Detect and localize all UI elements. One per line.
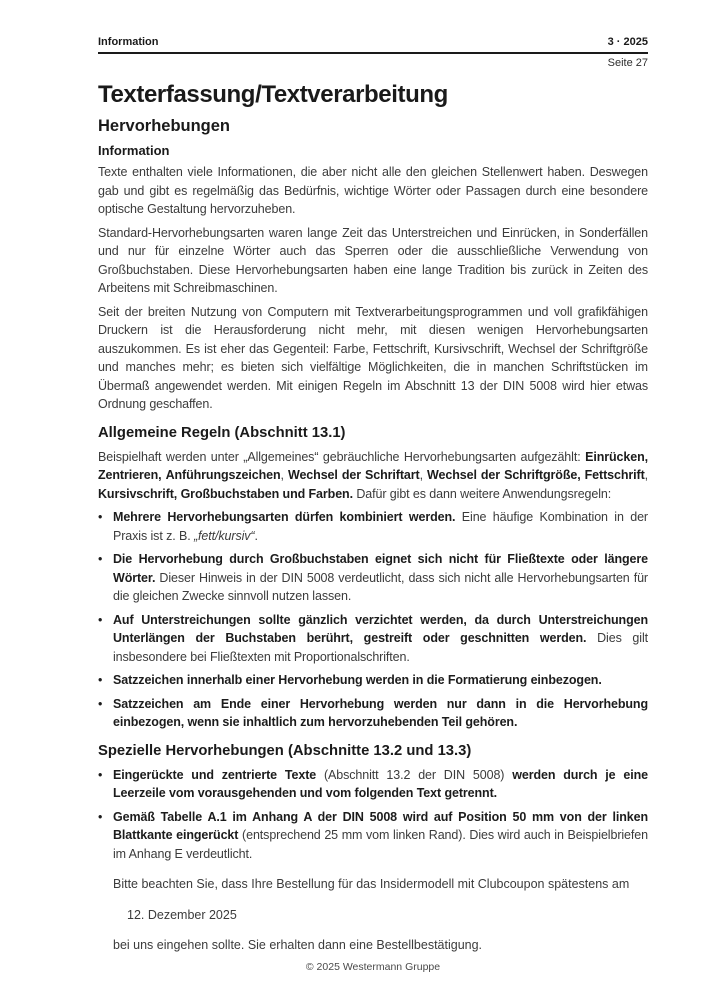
section-heading-general-rules: Allgemeine Regeln (Abschnitt 13.1): [98, 424, 346, 441]
bullet-icon: [98, 550, 113, 606]
bullet-item: [98, 671, 648, 690]
example-line-1: Bitte beachten Sie, dass Ihre Bestellung für das Insidermodell mit Clubcoupon spätestens am: [113, 877, 630, 891]
bullet-icon: [98, 808, 113, 864]
page-number: Seite 27: [607, 57, 648, 69]
intro-paragraph-1: Texte enthalten viele Informationen, die aber nicht alle den gleichen Stellenwert haben. Deswegen gab und gibt es regelmäßig das Bedürfnis, wichtige Wörter oder Passagen durch eine besondere optische Gestaltung hervorzuheben.: [98, 165, 648, 216]
bullet-icon: [98, 611, 113, 667]
footer-copyright: © 2025 Westermann Gruppe: [305, 960, 441, 973]
bullet-list-special-emphasis: [98, 766, 648, 864]
bullet-icon: [98, 671, 113, 690]
info-heading: Information: [98, 143, 170, 158]
example-block: [98, 875, 648, 955]
chapter-heading: Hervorhebungen: [98, 117, 231, 135]
header-issue-label: 3 · 2025: [607, 36, 648, 48]
bullet-text: Gemäß Tabelle A.1 im Anhang A der DIN 5008 wird auf Position 50 mm von der linken Blattkante eingerückt (entsprechend 25 mm vom linken Rand). Dies wird auch in Beispielbriefen im Anhang E verdeutlicht.: [113, 809, 648, 861]
example-line-2: bei uns eingehen sollte. Sie erhalten dann eine Bestellbestätigung.: [113, 938, 483, 952]
bullet-text: Satzzeichen innerhalb einer Hervorhebung werden in die Formatierung einbezogen.: [113, 673, 602, 687]
bullet-text: Satzzeichen am Ende einer Hervorhebung werden nur dann in die Hervorhebung einbezogen, wenn sie inhaltlich zum hervorzuhebenden Teil gehören.: [113, 696, 648, 729]
bullet-item: [98, 766, 648, 803]
bullet-item: [98, 611, 648, 667]
bullet-icon: [98, 695, 113, 732]
bullet-item: [98, 508, 648, 545]
section-heading-special-emphasis: Spezielle Hervorhebungen (Abschnitte 13.2 und 13.3): [98, 742, 472, 759]
section1-lead-paragraph: Beispielhaft werden unter „Allgemeines“ gebräuchliche Hervorhebungsarten aufgezählt: Einrücken, Zentrieren, Anführungszeichen, Wechsel der Schriftart, Wechsel der Schriftgröße, Fettschrift, Kursivschrift, Großbuchstaben und Farben. Dafür gibt es dann weitere Anwendungsregeln:: [98, 449, 649, 501]
bullet-icon: [98, 766, 113, 803]
intro-paragraph-2: Standard-Hervorhebungsarten waren lange Zeit das Unterstreichen und Einrücken, in Sonderfällen und nur für einzelne Wörter auch das Sperren oder die ausschließliche Verwendung von Großbuchstaben. Diese Hervorhebungsarten haben eine lange Tradition bis zurück in Zeiten des Arbeitens mit Schreibmaschinen.: [98, 225, 648, 295]
intro-paragraph-3: Seit der breiten Nutzung von Computern mit Textverarbeitungsprogrammen und voll grafikfähigen Druckern ist die Herausforderung nicht mehr, mit diesen wenigen Hervorhebungsarten auszukommen. Es ist eher das Gegenteil: Farbe, Fettschrift, Kursivschrift, Wechsel der Schriftgröße und manches mehr; es bieten sich vielfältige Möglichkeiten, die in manchen Schriftstücken im Übermaß angewendet werden. Mit einigen Regeln im Abschnitt 13 der DIN 5008 wird hier etwas Ordnung geschaffen.: [98, 304, 648, 411]
page-title: Texterfassung/Textverarbeitung: [98, 81, 448, 108]
bullet-item: [98, 695, 648, 732]
example-indented-date: 12. Dezember 2025: [127, 907, 237, 922]
bullet-icon: [98, 508, 113, 545]
bullet-list-general-rules: [98, 508, 648, 732]
bullet-text: Auf Unterstreichungen sollte gänzlich verzichtet werden, da durch Unterstreichungen Unterlängen der Buchstaben berührt, gestreift oder geschnitten werden. Dies gilt insbesondere bei Fließtexten mit Proportionalschriften.: [113, 612, 648, 664]
bullet-text: Die Hervorhebung durch Großbuchstaben eignet sich nicht für Fließtexte oder längere Wörter. Dieser Hinweis in der DIN 5008 verdeutlicht, dass sich nicht alle Hervorhebungsarten für die gleichen Zwecke sinnvoll nutzen lassen.: [113, 552, 648, 603]
bullet-text: Mehrere Hervorhebungsarten dürfen kombiniert werden. Eine häufige Kombination in der Praxis ist z. B. „fett/kursiv“.: [113, 510, 648, 543]
header-section-label: Information: [98, 36, 159, 48]
page-header: [98, 36, 648, 54]
bullet-item: [98, 808, 648, 864]
bullet-text: Eingerückte und zentrierte Texte (Abschnitt 13.2 der DIN 5008) werden durch je eine Leerzeile vom vorausgehenden und vom folgenden Text getrennt.: [113, 767, 649, 800]
bullet-item: [98, 550, 648, 606]
